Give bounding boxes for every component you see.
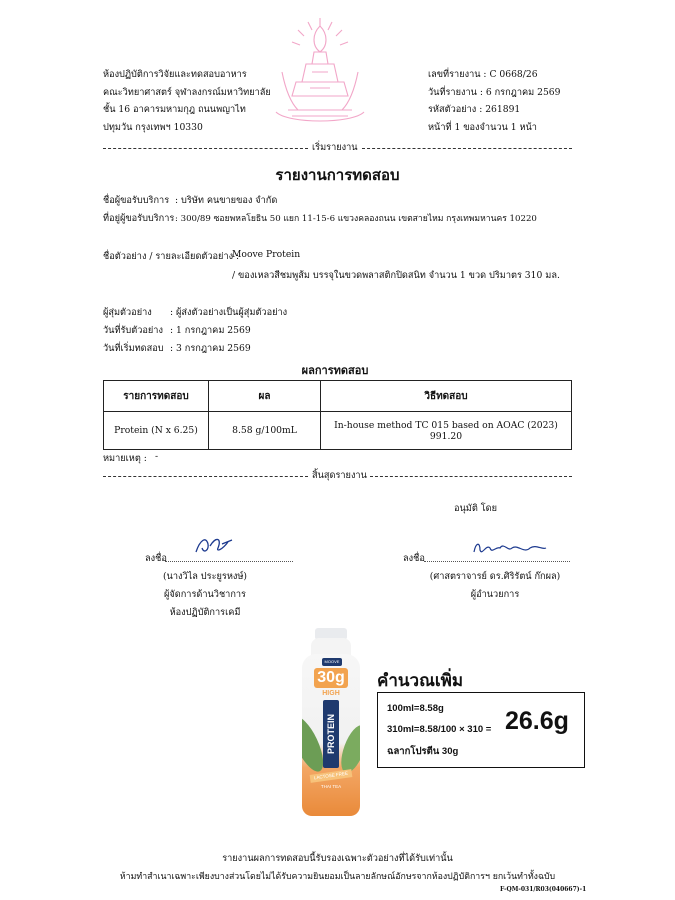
product-high: HIGH — [322, 690, 340, 697]
page-title: รายงานการทดสอบ — [275, 166, 400, 184]
table-cell: In-house method TC 015 based on AOAC (2023) 991.20 — [321, 412, 572, 450]
approved-by-label: อนุมัติ โดย — [454, 503, 498, 514]
calc-line-1: 100ml=8.58g — [387, 703, 444, 714]
calc-title: คำนวณเพิ่ม — [377, 671, 464, 690]
sample-label: ชื่อตัวอย่าง / รายละเอียดตัวอย่าง : — [103, 251, 240, 262]
test-start-value: : 3 กรกฎาคม 2569 — [170, 343, 251, 354]
client-address-label: ที่อยู่ผู้ขอรับบริการ — [103, 213, 175, 224]
report-date: วันที่รายงาน : 6 กรกฎาคม 2569 — [428, 87, 561, 98]
end-divider-right — [370, 476, 572, 477]
footer-line-1: รายงานผลการทดสอบนี้รับรองเฉพาะตัวอย่างที่ได้รับเท่านั้น — [222, 853, 453, 864]
product-protein: PROTEIN — [326, 714, 336, 755]
footer-line-2: ห้ามทำสำเนาเฉพาะเพียงบางส่วนโดยไม่ได้รับความยินยอมเป็นลายลักษณ์อักษรจากห้องปฏิบัติการฯ ยกเว้นทำทั้งฉบับ — [119, 872, 556, 882]
left-signature — [192, 532, 236, 558]
received-date-label: วันที่รับตัวอย่าง — [103, 325, 163, 336]
product-flavor: THAI TEA — [320, 784, 342, 789]
results-heading: ผลการทดสอบ — [301, 364, 369, 377]
lab-faculty: คณะวิทยาศาสตร์ จุฬาลงกรณ์มหาวิทยาลัย — [103, 87, 271, 98]
column-header: วิธีทดสอบ — [321, 381, 572, 412]
divider-right — [362, 148, 572, 149]
table-header-row — [104, 381, 572, 412]
client-name-label: ชื่อผู้ขอรับบริการ — [103, 195, 170, 206]
product-brand: MOOVE — [324, 659, 340, 664]
remark-label: หมายเหตุ : — [103, 453, 147, 464]
left-sign-label: ลงชื่อ — [145, 553, 167, 564]
start-report-label: เริ่มรายงาน — [312, 142, 358, 153]
remark-value: - — [155, 451, 159, 462]
lab-name: ห้องปฏิบัติการวิจัยและทดสอบอาหาร — [103, 69, 247, 80]
left-signer-name: (นางวิไล ประยูรหงษ์) — [162, 571, 248, 582]
report-number: เลขที่รายงาน : C 0668/26 — [428, 69, 538, 80]
test-start-label: วันที่เริ่มทดสอบ — [103, 343, 164, 354]
sampler-value: : ผู้ส่งตัวอย่างเป็นผู้สุ่มตัวอย่าง — [170, 307, 288, 318]
column-header: รายการทดสอบ — [104, 381, 209, 412]
results-table — [103, 380, 572, 450]
right-sign-label: ลงชื่อ — [403, 553, 425, 564]
calc-line-3: ฉลากโปรตีน 30g — [387, 746, 459, 757]
right-signature-line — [424, 561, 570, 562]
sample-code: รหัสตัวอย่าง : 261891 — [428, 104, 521, 115]
end-report-label: สิ้นสุดรายงาน — [312, 470, 367, 481]
product-lactose: LACTOSE FREE — [310, 769, 353, 783]
product-bottle-image — [296, 628, 366, 818]
left-signer-title: ผู้จัดการด้านวิชาการ — [163, 589, 246, 600]
lab-building: ชั้น 16 อาคารมหามกุฎ ถนนพญาไท — [103, 104, 246, 115]
form-code: F-QM-031/R03(040667)-1 — [500, 886, 587, 893]
table-row — [104, 412, 572, 450]
table-cell: Protein (N x 6.25) — [104, 412, 209, 450]
calc-line-2: 310ml=8.58/100 × 310 = — [387, 724, 492, 735]
university-emblem — [268, 12, 372, 130]
divider-left — [103, 148, 308, 149]
sample-description: / ของเหลวสีชมพูส้ม บรรจุในขวดพลาสติกปิดสนิท จำนวน 1 ขวด ปริมาตร 310 มล. — [232, 270, 560, 281]
left-signature-line — [165, 561, 293, 562]
received-date-value: : 1 กรกฎาคม 2569 — [170, 325, 251, 336]
right-signer-title: ผู้อำนวยการ — [470, 589, 520, 600]
table-cell: 8.58 g/100mL — [209, 412, 321, 450]
page-info: หน้าที่ 1 ของจำนวน 1 หน้า — [428, 122, 537, 133]
lab-city: ปทุมวัน กรุงเทพฯ 10330 — [103, 122, 203, 133]
left-signer-department: ห้องปฏิบัติการเคมี — [169, 607, 241, 618]
calc-result: 26.6g — [505, 707, 569, 735]
client-address-value: : 300/89 ซอยพหลโยธิน 50 แยก 11-15-6 แขวงคลองถนน เขตสายไหม กรุงเทพมหานคร 10220 — [175, 214, 537, 224]
client-name-value: : บริษัท คนขายของ จำกัด — [175, 195, 278, 206]
end-divider-left — [103, 476, 308, 477]
sample-name: Moove Protein — [232, 249, 301, 260]
right-signer-name: (ศาสตราจารย์ ดร.ศิริรัตน์ ก๊กผล) — [429, 571, 561, 582]
sampler-label: ผู้สุ่มตัวอย่าง — [103, 307, 152, 318]
product-big-text: 30g — [314, 668, 348, 688]
right-signature — [470, 536, 550, 560]
column-header: ผล — [209, 381, 321, 412]
